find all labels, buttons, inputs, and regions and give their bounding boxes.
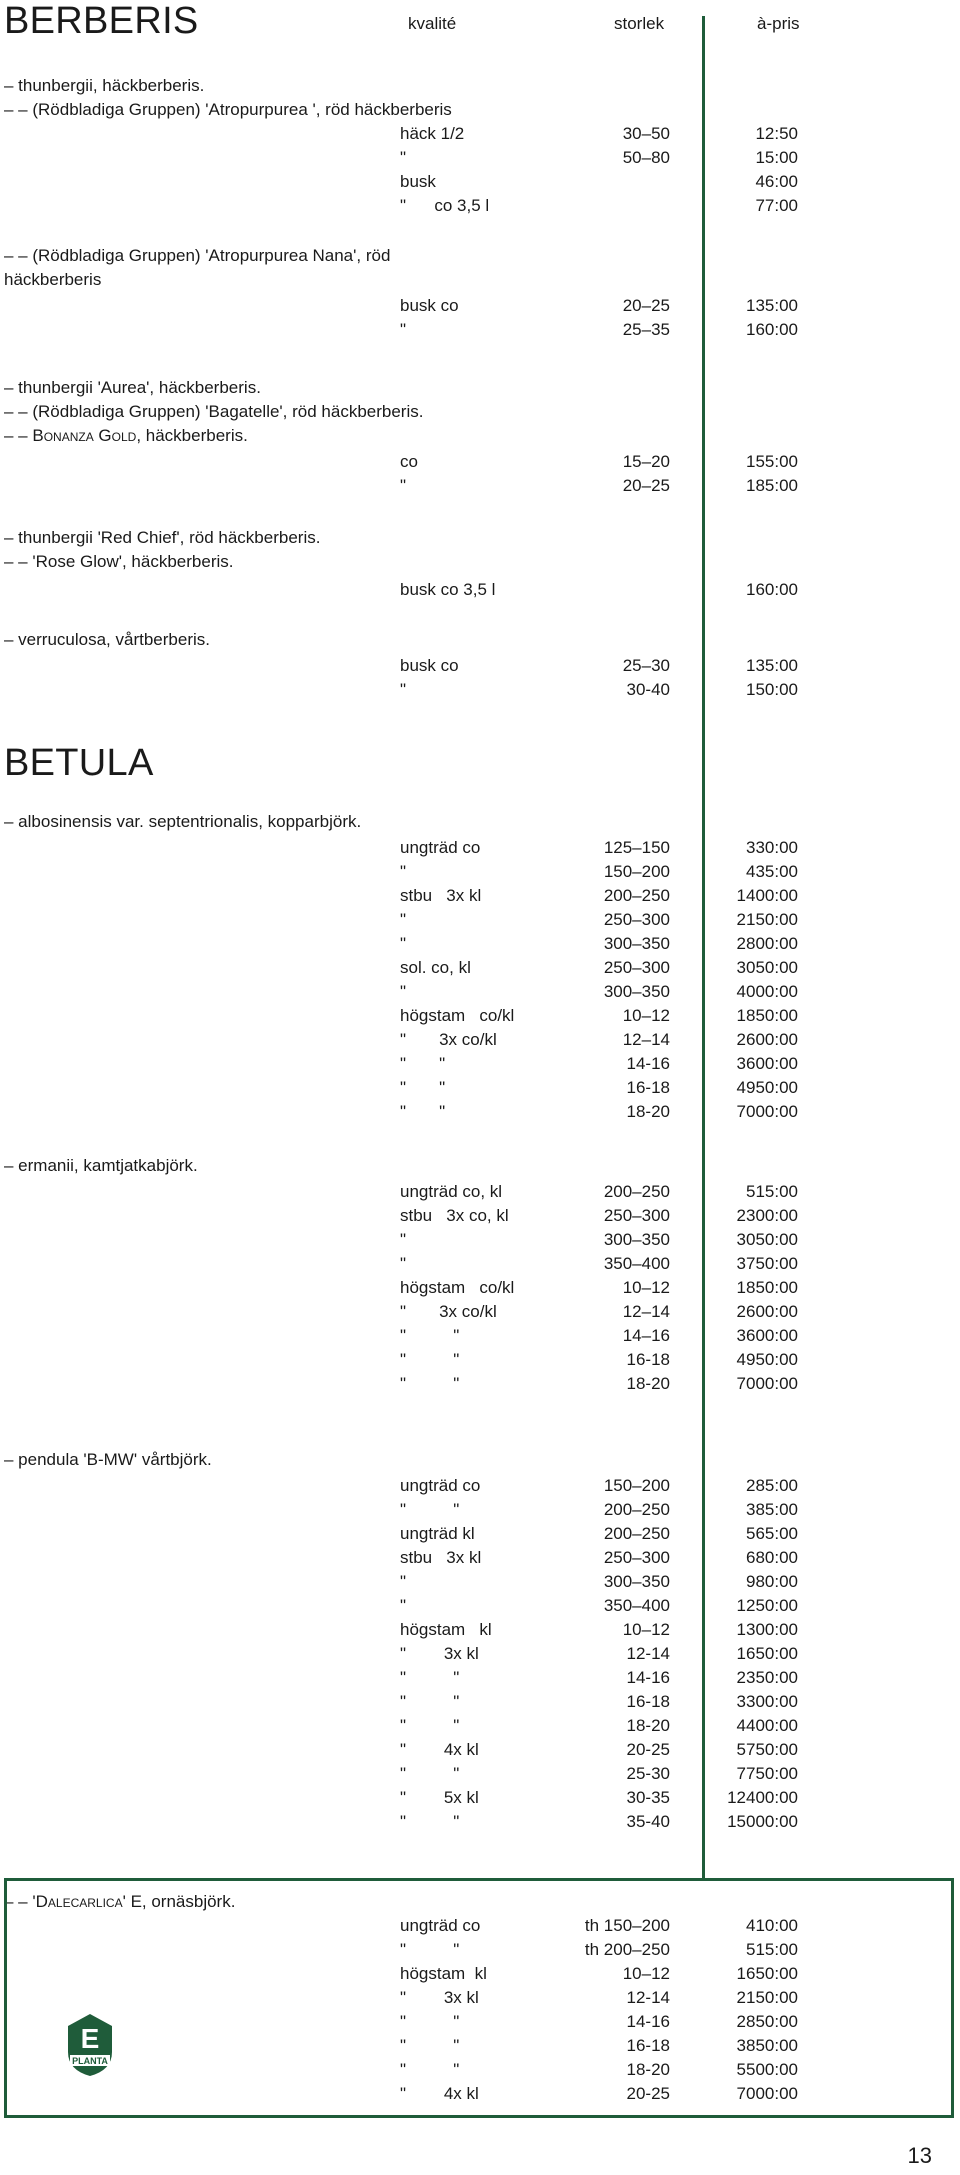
- quality-cell: busk: [400, 172, 436, 191]
- species-name: – – (Rödbladiga Gruppen) 'Atropurpurea Nana', röd: [4, 246, 391, 265]
- size-cell: 10–12: [622, 1620, 670, 1639]
- price-row: [0, 1642, 960, 1666]
- price-cell: 3600:00: [736, 1326, 798, 1345]
- price-row: [0, 1666, 960, 1690]
- quality-cell: högstam co/kl: [400, 1006, 515, 1025]
- species-name: – albosinensis var. septentrionalis, kopparbjörk.: [4, 812, 362, 831]
- featured-box: [4, 1878, 954, 2118]
- quality-cell: ungträd co, kl: [400, 1182, 503, 1201]
- size-cell: 20–25: [622, 296, 670, 315]
- size-cell: 200–250: [603, 1182, 670, 1201]
- size-cell: 12–14: [622, 1302, 670, 1321]
- species-suffix: , häckberberis.: [136, 426, 248, 445]
- quality-cell: " ": [400, 1764, 460, 1783]
- size-cell: 150–200: [603, 862, 670, 881]
- size-cell: 30-35: [626, 1788, 670, 1807]
- price-cell: 2800:00: [736, 934, 798, 953]
- price-cell: 285:00: [746, 1476, 798, 1495]
- size-cell: 15–20: [622, 452, 670, 471]
- size-cell: 18-20: [626, 1716, 670, 1735]
- size-cell: 16-18: [626, 1350, 670, 1369]
- price-row: [0, 980, 960, 1004]
- size-cell: 300–350: [603, 982, 670, 1001]
- size-cell: 10–12: [622, 1006, 670, 1025]
- quality-cell: ": [400, 148, 407, 167]
- size-cell: 14-16: [626, 1668, 670, 1687]
- price-row: [0, 1474, 960, 1498]
- quality-cell: stbu 3x kl: [400, 1548, 482, 1567]
- quality-cell: stbu 3x co, kl: [400, 1206, 509, 1225]
- size-cell: 50–80: [622, 148, 670, 167]
- price-cell: 3750:00: [736, 1254, 798, 1273]
- price-cell: 7000:00: [736, 2084, 798, 2103]
- quality-cell: " 4x kl: [400, 1740, 479, 1759]
- size-cell: th 200–250: [584, 1940, 670, 1959]
- quality-cell: " ": [400, 2060, 460, 2079]
- quality-cell: ": [400, 476, 407, 495]
- price-cell: 7750:00: [736, 1764, 798, 1783]
- size-cell: 300–350: [603, 1572, 670, 1591]
- cultivar-name: Bonanza Gold: [32, 426, 137, 445]
- species-name: – pendula 'B-MW' vårtbjörk.: [4, 1450, 212, 1469]
- quality-cell: " ": [400, 1326, 460, 1345]
- quality-cell: ": [400, 320, 407, 339]
- quality-cell: busk co 3,5 l: [400, 580, 496, 599]
- price-row: [0, 1252, 960, 1276]
- price-row: [0, 1594, 960, 1618]
- price-row: [0, 836, 960, 860]
- size-cell: 25-30: [626, 1764, 670, 1783]
- species-name: – ermanii, kamtjatkabjörk.: [4, 1156, 198, 1175]
- size-cell: 30–50: [622, 124, 670, 143]
- price-cell: 4950:00: [736, 1350, 798, 1369]
- quality-cell: häck 1/2: [400, 124, 465, 143]
- species-name: häckberberis: [4, 270, 102, 289]
- quality-cell: " ": [400, 1102, 446, 1121]
- size-cell: 200–250: [603, 1524, 670, 1543]
- quality-cell: ": [400, 1230, 407, 1249]
- price-cell: 7000:00: [736, 1374, 798, 1393]
- price-cell: 1300:00: [736, 1620, 798, 1639]
- price-cell: 1650:00: [736, 1644, 798, 1663]
- quality-cell: " ": [400, 1940, 460, 1959]
- price-row: [0, 1180, 960, 1204]
- size-cell: 20–25: [622, 476, 670, 495]
- size-cell: 16-18: [626, 2036, 670, 2055]
- size-cell: 30-40: [626, 680, 670, 699]
- quality-cell: busk co: [400, 296, 459, 315]
- price-cell: 330:00: [746, 838, 798, 857]
- price-row: [0, 450, 960, 474]
- price-cell: 3300:00: [736, 1692, 798, 1711]
- quality-cell: " ": [400, 1054, 446, 1073]
- price-row: [0, 1738, 960, 1762]
- quality-cell: ": [400, 1254, 407, 1273]
- quality-cell: ": [400, 982, 407, 1001]
- price-row: [0, 908, 960, 932]
- quality-cell: " ": [400, 2012, 460, 2031]
- quality-cell: högstam kl: [400, 1620, 492, 1639]
- price-cell: 2350:00: [736, 1668, 798, 1687]
- price-cell: 2850:00: [736, 2012, 798, 2031]
- quality-cell: ungträd kl: [400, 1524, 475, 1543]
- size-cell: 18-20: [626, 2060, 670, 2079]
- quality-cell: " ": [400, 1374, 460, 1393]
- quality-cell: busk co: [400, 656, 459, 675]
- genus-heading: BERBERIS: [4, 0, 199, 42]
- species-name: – – 'Rose Glow', häckberberis.: [4, 552, 234, 571]
- price-cell: 12:50: [755, 124, 798, 143]
- price-cell: 515:00: [746, 1940, 798, 1959]
- price-row: [0, 1100, 960, 1124]
- price-cell: 435:00: [746, 862, 798, 881]
- price-cell: 3600:00: [736, 1054, 798, 1073]
- price-cell: 150:00: [746, 680, 798, 699]
- price-cell: 5500:00: [736, 2060, 798, 2079]
- price-row: [0, 1690, 960, 1714]
- genus-heading: BETULA: [4, 742, 154, 784]
- price-row: [0, 678, 960, 702]
- quality-cell: " ": [400, 1716, 460, 1735]
- price-row: [0, 1348, 960, 1372]
- size-cell: 250–300: [603, 958, 670, 977]
- price-cell: 2150:00: [736, 1988, 798, 2007]
- quality-cell: " ": [400, 1668, 460, 1687]
- size-cell: 200–250: [603, 886, 670, 905]
- price-cell: 1650:00: [736, 1964, 798, 1983]
- price-cell: 3050:00: [736, 1230, 798, 1249]
- size-cell: 16-18: [626, 1078, 670, 1097]
- quality-cell: ": [400, 680, 407, 699]
- size-cell: 300–350: [603, 934, 670, 953]
- size-cell: 18-20: [626, 1374, 670, 1393]
- price-row: [0, 1786, 960, 1810]
- size-cell: 200–250: [603, 1500, 670, 1519]
- species-suffix: ' E, ornäsbjörk.: [122, 1892, 236, 1911]
- size-cell: 250–300: [603, 910, 670, 929]
- price-cell: 185:00: [746, 476, 798, 495]
- price-cell: 1400:00: [736, 886, 798, 905]
- species-name: – – (Rödbladiga Gruppen) 'Bagatelle', röd häckberberis.: [4, 402, 424, 421]
- price-row: [0, 294, 960, 318]
- price-cell: 77:00: [755, 196, 798, 215]
- column-header-price: à-pris: [757, 14, 800, 33]
- quality-cell: " 4x kl: [400, 2084, 479, 2103]
- price-cell: 135:00: [746, 656, 798, 675]
- quality-cell: " 3x kl: [400, 1988, 479, 2007]
- quality-cell: ": [400, 934, 407, 953]
- size-cell: 20-25: [626, 2084, 670, 2103]
- price-cell: 15000:00: [727, 1812, 798, 1831]
- page-number: 13: [907, 2143, 932, 2168]
- size-cell: 35-40: [626, 1812, 670, 1831]
- price-cell: 2300:00: [736, 1206, 798, 1225]
- price-cell: 385:00: [746, 1500, 798, 1519]
- price-row: [0, 1618, 960, 1642]
- size-cell: 350–400: [603, 1254, 670, 1273]
- price-row: [0, 1498, 960, 1522]
- quality-cell: ungträd co: [400, 1476, 481, 1495]
- price-row: [0, 1762, 960, 1786]
- price-cell: 3850:00: [736, 2036, 798, 2055]
- price-cell: 980:00: [746, 1572, 798, 1591]
- price-row: [0, 1204, 960, 1228]
- price-cell: 3050:00: [736, 958, 798, 977]
- species-name: – thunbergii 'Aurea', häckberberis.: [4, 378, 261, 397]
- price-cell: 4950:00: [736, 1078, 798, 1097]
- price-cell: 12400:00: [727, 1788, 798, 1807]
- quality-cell: " ": [400, 1692, 460, 1711]
- e-planta-logo-icon: [64, 2012, 116, 2078]
- size-cell: 25–30: [622, 656, 670, 675]
- quality-cell: ": [400, 910, 407, 929]
- price-row: [0, 146, 960, 170]
- size-cell: 250–300: [603, 1548, 670, 1567]
- quality-cell: " 3x co/kl: [400, 1302, 497, 1321]
- price-cell: 160:00: [746, 320, 798, 339]
- quality-cell: högstam kl: [400, 1964, 487, 1983]
- size-cell: 300–350: [603, 1230, 670, 1249]
- price-cell: 7000:00: [736, 1102, 798, 1121]
- svg-text:PLANTA: PLANTA: [72, 2056, 108, 2066]
- size-cell: 16-18: [626, 1692, 670, 1711]
- size-cell: 12-14: [626, 1644, 670, 1663]
- price-row: [0, 122, 960, 146]
- price-row: [0, 194, 960, 218]
- price-cell: 2150:00: [736, 910, 798, 929]
- quality-cell: " ": [400, 2036, 460, 2055]
- price-row: [0, 1004, 960, 1028]
- price-row: [0, 1714, 960, 1738]
- quality-cell: " ": [400, 1078, 446, 1097]
- quality-cell: " ": [400, 1350, 460, 1369]
- size-cell: 250–300: [603, 1206, 670, 1225]
- price-cell: 5750:00: [736, 1740, 798, 1759]
- price-row: [0, 956, 960, 980]
- price-row: [0, 1570, 960, 1594]
- price-row: [0, 932, 960, 956]
- price-cell: 46:00: [755, 172, 798, 191]
- price-row: [0, 1324, 960, 1348]
- price-cell: 565:00: [746, 1524, 798, 1543]
- price-row: [0, 170, 960, 194]
- species-name: – thunbergii, häckberberis.: [4, 76, 205, 95]
- quality-cell: " 3x co/kl: [400, 1030, 497, 1049]
- quality-cell: " ": [400, 1500, 460, 1519]
- column-divider: [702, 16, 705, 1878]
- size-cell: 18-20: [626, 1102, 670, 1121]
- column-header-size: storlek: [614, 14, 665, 33]
- price-cell: 4400:00: [736, 1716, 798, 1735]
- price-cell: 155:00: [746, 452, 798, 471]
- quality-cell: " ": [400, 1812, 460, 1831]
- price-row: [0, 1546, 960, 1570]
- price-cell: 135:00: [746, 296, 798, 315]
- price-row: [0, 1076, 960, 1100]
- species-name: – verruculosa, vårtberberis.: [4, 630, 210, 649]
- price-row: [0, 1522, 960, 1546]
- cultivar-name: Dalecarlica: [35, 1892, 123, 1911]
- quality-cell: ": [400, 1596, 407, 1615]
- price-cell: 1850:00: [736, 1278, 798, 1297]
- price-row: [0, 1052, 960, 1076]
- size-cell: 10–12: [622, 1278, 670, 1297]
- species-prefix: – – ': [4, 1892, 36, 1911]
- quality-cell: ungträd co: [400, 1916, 481, 1935]
- quality-cell: " 3x kl: [400, 1644, 479, 1663]
- size-cell: 10–12: [622, 1964, 670, 1983]
- size-cell: 12-14: [626, 1988, 670, 2007]
- species-name: – thunbergii 'Red Chief', röd häckberberis.: [4, 528, 321, 547]
- column-header-quality: kvalité: [408, 14, 457, 33]
- species-name: – – (Rödbladiga Gruppen) 'Atropurpurea ', röd häckberberis: [4, 100, 452, 119]
- price-cell: 1250:00: [736, 1596, 798, 1615]
- svg-text:E: E: [80, 2023, 100, 2054]
- size-cell: th 150–200: [584, 1916, 670, 1935]
- price-row: [0, 474, 960, 498]
- price-cell: 680:00: [746, 1548, 798, 1567]
- price-cell: 410:00: [746, 1916, 798, 1935]
- quality-cell: " 5x kl: [400, 1788, 479, 1807]
- species-prefix: – –: [4, 426, 33, 445]
- price-row: [0, 1028, 960, 1052]
- price-cell: 1850:00: [736, 1006, 798, 1025]
- price-cell: 2600:00: [736, 1030, 798, 1049]
- size-cell: 12–14: [622, 1030, 670, 1049]
- price-row: [0, 1372, 960, 1396]
- size-cell: 14-16: [626, 1054, 670, 1073]
- price-cell: 2600:00: [736, 1302, 798, 1321]
- size-cell: 125–150: [603, 838, 670, 857]
- price-row: [0, 1228, 960, 1252]
- size-cell: 150–200: [603, 1476, 670, 1495]
- size-cell: 14-16: [626, 2012, 670, 2031]
- species-name: [4, 424, 248, 448]
- quality-cell: sol. co, kl: [400, 958, 471, 977]
- size-cell: 350–400: [603, 1596, 670, 1615]
- quality-cell: co: [400, 452, 418, 471]
- price-row: [0, 860, 960, 884]
- price-row: [0, 1810, 960, 1834]
- quality-cell: " co 3,5 l: [400, 196, 490, 215]
- price-row: [0, 654, 960, 678]
- price-cell: 160:00: [746, 580, 798, 599]
- quality-cell: stbu 3x kl: [400, 886, 482, 905]
- price-row: [0, 1276, 960, 1300]
- price-cell: 15:00: [755, 148, 798, 167]
- quality-cell: ": [400, 1572, 407, 1591]
- price-row: [0, 1300, 960, 1324]
- price-cell: 4000:00: [736, 982, 798, 1001]
- price-row: [0, 578, 960, 602]
- quality-cell: ungträd co: [400, 838, 481, 857]
- size-cell: 14–16: [622, 1326, 670, 1345]
- price-row: [0, 884, 960, 908]
- size-cell: 20-25: [626, 1740, 670, 1759]
- size-cell: 25–35: [622, 320, 670, 339]
- quality-cell: högstam co/kl: [400, 1278, 515, 1297]
- price-row: [0, 318, 960, 342]
- quality-cell: ": [400, 862, 407, 881]
- price-cell: 515:00: [746, 1182, 798, 1201]
